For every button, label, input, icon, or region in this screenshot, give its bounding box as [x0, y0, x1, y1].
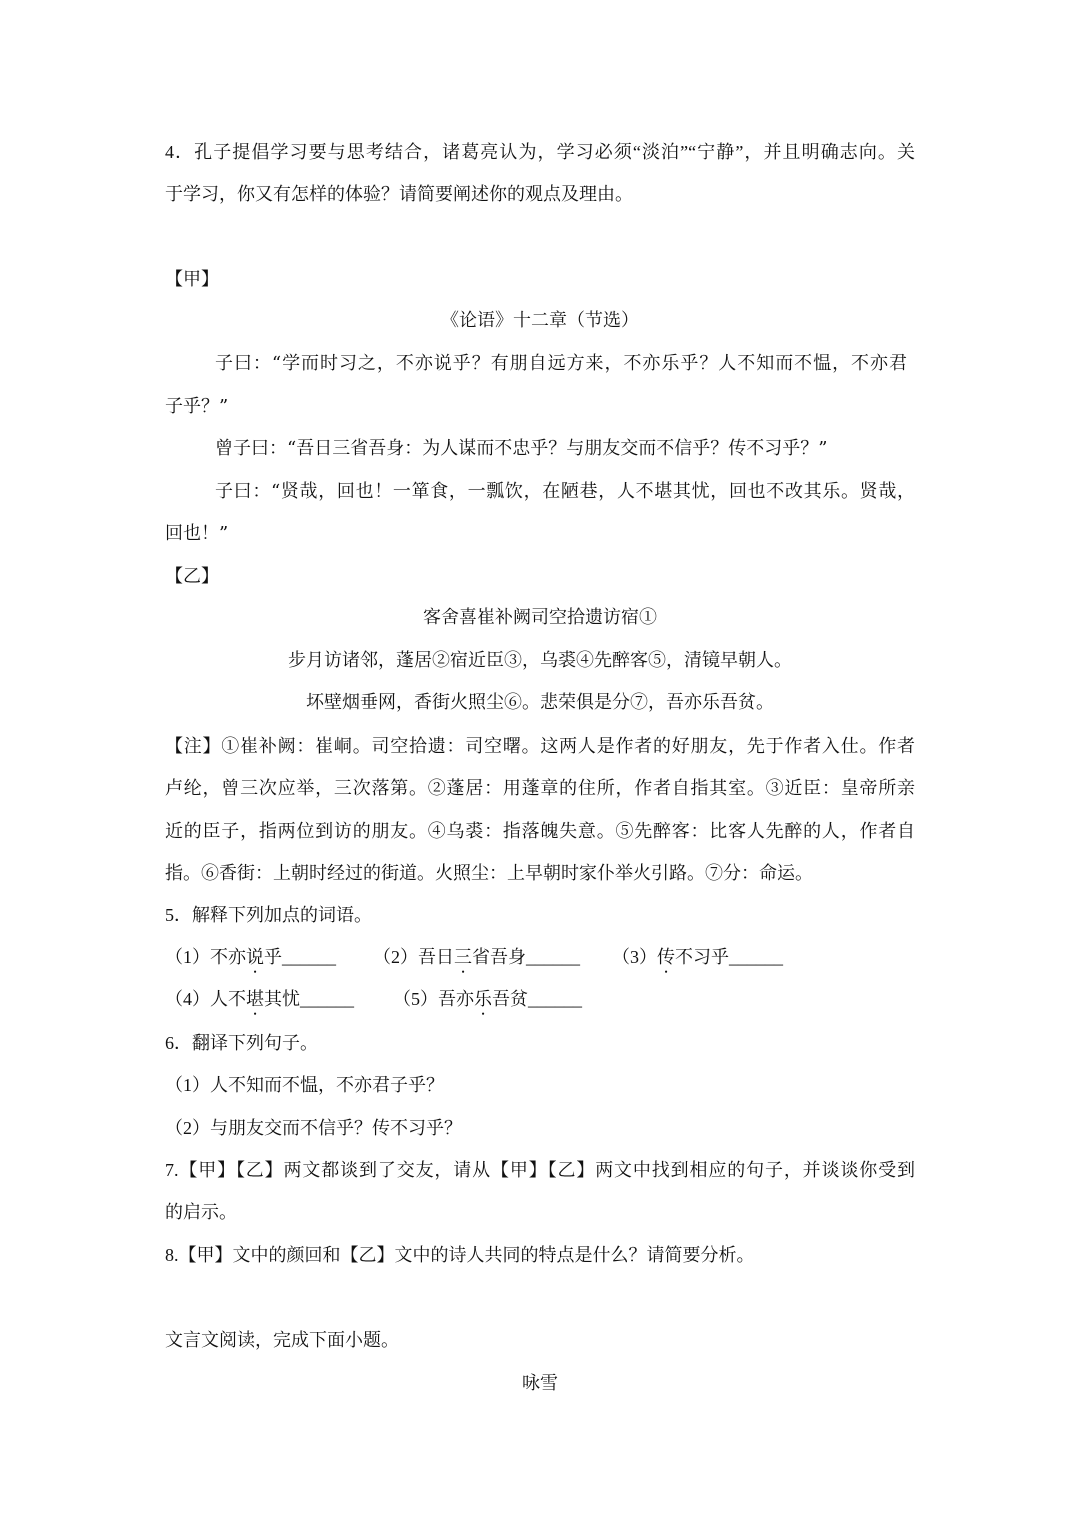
item-text: 吾贫: [492, 989, 528, 1009]
poem-title: 咏雪: [522, 1373, 558, 1394]
dotted-word: 传: [657, 947, 675, 967]
question6-item-1: （1）人不知而不愠，不亦君子乎？: [165, 1075, 444, 1095]
question5-stem: 5．解释下列加点的词语。: [165, 905, 372, 925]
passage-jia-line-2: 子乎？”: [165, 396, 229, 417]
answer-blank: ______: [300, 989, 354, 1009]
answer-blank: ______: [729, 947, 783, 967]
item-text: （2）吾日: [373, 947, 454, 967]
question4-line-2: 于学习，你又有怎样的体验？请简要阐述你的观点及理由。: [165, 184, 633, 204]
question5-item-2: [373, 945, 580, 977]
question4-line-1: 4．孔子提倡学习要与思考结合，诸葛亮认为，学习必须“淡泊”“宁静”，并且明确志向。关: [165, 142, 915, 162]
passage-jia-line-4: 子曰：“贤哉，回也！一箪食，一瓢饮，在陋巷，人不堪其忧，回也不改其乐。贤哉，: [215, 481, 915, 502]
item-text: （1）不亦: [165, 947, 246, 967]
passage-yi-note-line-2: 卢纶，曾三次应举，三次落第。②蓬居：用蓬章的住所，作者自指其室。③近臣：皇帝所亲: [165, 778, 915, 798]
question8-text: 8.【甲】文中的颜回和【乙】文中的诗人共同的特点是什么？请简要分析。: [165, 1245, 755, 1265]
question5-item-4: [165, 987, 354, 1019]
question6-item-2: （2）与朋友交而不信乎？传不习乎？: [165, 1118, 462, 1138]
item-text: （5）吾亦: [393, 989, 474, 1009]
passage-jia-line-1: 子曰：“学而时习之，不亦说乎？有朋自远方来，不亦乐乎？人不知而不愠，不亦君: [215, 353, 907, 374]
item-text: 其忧: [264, 989, 300, 1009]
passage-jia-label: 【甲】: [165, 269, 219, 289]
question5-item-5: [393, 987, 582, 1019]
passage-jia-title: 《论语》十二章（节选）: [441, 310, 639, 331]
question7-line-1: 7.【甲】【乙】两文都谈到了交友，请从【甲】【乙】两文中找到相应的句子，并谈谈你受到: [165, 1160, 915, 1180]
passage-yi-title: 客舍喜崔补阙司空拾遗访宿①: [423, 607, 657, 628]
item-text: 不习乎: [675, 947, 729, 967]
passage-yi-note-line-3: 近的臣子，指两位到访的朋友。④乌裘：指落魄失意。⑤先醉客：比客人先醉的人，作者自: [165, 821, 915, 841]
item-text: 乎: [264, 947, 282, 967]
dotted-word: 说: [246, 947, 264, 967]
question5-item-3: [612, 945, 783, 977]
passage-yi-label: 【乙】: [165, 566, 219, 586]
question7-line-2: 的启示。: [165, 1202, 237, 1222]
passage-yi-note-line-4: 指。⑥香街：上朝时经过的街道。火照尘：上早朝时家仆举火引路。⑦分：命运。: [165, 863, 813, 883]
question5-item-1: [165, 945, 336, 977]
item-text: （3）: [612, 947, 657, 967]
answer-blank: ______: [282, 947, 336, 967]
passage-yi-poem-line-1: 步月访诸邻，蓬居②宿近臣③，乌裘④先醉客⑤，清镜早朝人。: [288, 650, 792, 671]
answer-blank: ______: [528, 989, 582, 1009]
passage-yi-poem-line-2: 坏壁烟垂网，香街火照尘⑥。悲荣俱是分⑦，吾亦乐吾贫。: [306, 692, 774, 713]
passage-jia-line-3: 曾子曰：“吾日三省吾身：为人谋而不忠乎？与朋友交而不信乎？传不习乎？”: [215, 438, 828, 459]
dotted-word: 乐: [474, 989, 492, 1009]
section-instruction: 文言文阅读，完成下面小题。: [165, 1330, 399, 1350]
passage-yi-note-line-1: 【注】①崔补阙：崔峒。司空拾遗：司空曙。这两人是作者的好朋友，先于作者入仕。作者: [165, 736, 915, 756]
item-text: （4）人不: [165, 989, 246, 1009]
answer-blank: ______: [526, 947, 580, 967]
dotted-word: 三: [454, 947, 472, 967]
item-text: 省吾身: [472, 947, 526, 967]
question6-stem: 6．翻译下列句子。: [165, 1033, 318, 1053]
passage-jia-line-5: 回也！”: [165, 523, 229, 544]
dotted-word: 堪: [246, 989, 264, 1009]
